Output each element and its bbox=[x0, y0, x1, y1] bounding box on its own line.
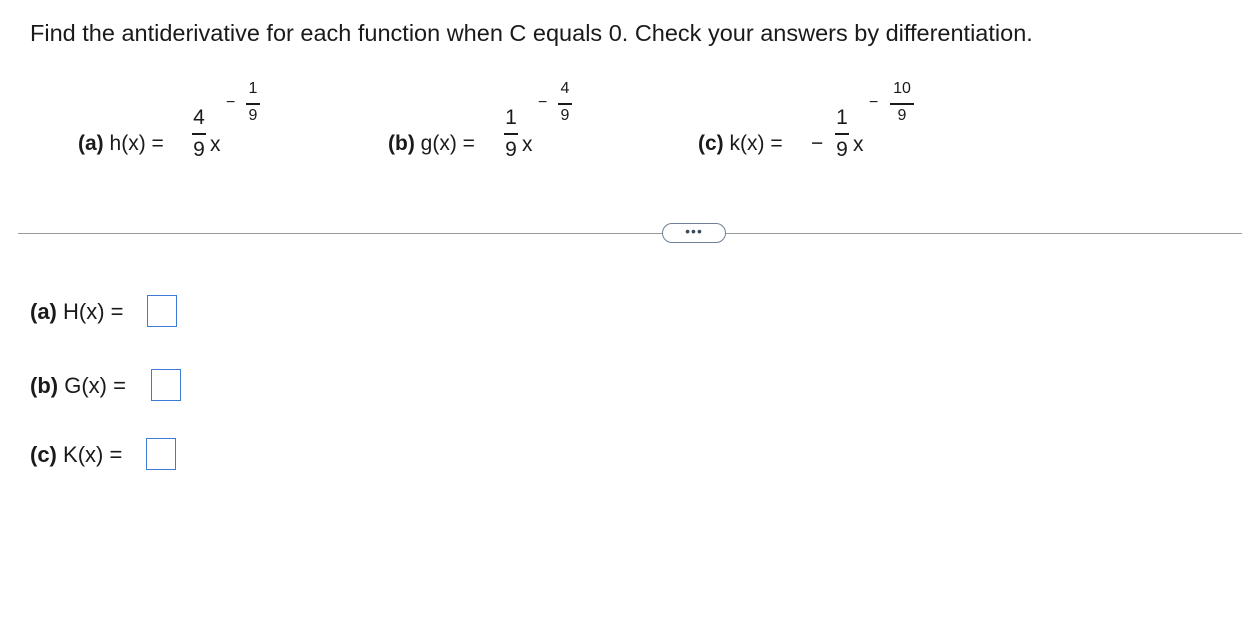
exponent-numerator: 4 bbox=[560, 80, 570, 97]
coefficient-denominator: 9 bbox=[505, 138, 517, 161]
exponent-numerator: 10 bbox=[893, 80, 911, 97]
problem-a-coefficient bbox=[192, 106, 206, 176]
exponent-sign: − bbox=[869, 94, 879, 111]
problem-c bbox=[698, 80, 928, 180]
fraction-bar bbox=[504, 133, 518, 135]
answer-row-a bbox=[30, 299, 124, 325]
problem-c-label: (c) k(x) = bbox=[698, 132, 783, 155]
variable-x: x bbox=[210, 133, 221, 156]
coefficient-sign: − bbox=[811, 132, 824, 155]
variable-x: x bbox=[853, 133, 864, 156]
answer-input-a[interactable] bbox=[147, 295, 177, 327]
problem-a bbox=[78, 80, 278, 180]
coefficient-denominator: 9 bbox=[836, 138, 848, 161]
variable-x: x bbox=[522, 133, 533, 156]
instructions-text: Find the antiderivative for each function when C equals 0. Check your answers by differentiation. bbox=[30, 20, 1033, 46]
problem-a-label: (a) h(x) = bbox=[78, 132, 164, 155]
coefficient-numerator: 4 bbox=[193, 106, 205, 129]
problem-b-exponent bbox=[558, 80, 572, 130]
answer-part-label: (b) bbox=[30, 373, 59, 398]
problem-b bbox=[388, 80, 588, 180]
answer-input-b[interactable] bbox=[151, 369, 181, 401]
fraction-bar bbox=[835, 133, 849, 135]
answer-row-b bbox=[30, 373, 126, 399]
problem-a-exponent bbox=[246, 80, 260, 130]
fraction-bar bbox=[890, 103, 914, 105]
answer-input-c[interactable] bbox=[146, 438, 176, 470]
problem-c-exponent bbox=[890, 80, 914, 130]
answer-function-label: H(x) = bbox=[63, 299, 124, 324]
exponent-numerator: 1 bbox=[248, 80, 258, 97]
problem-c-coefficient bbox=[835, 106, 849, 176]
problem-b-coefficient bbox=[504, 106, 518, 176]
section-divider bbox=[18, 233, 1242, 234]
fraction-bar bbox=[246, 103, 260, 105]
fraction-bar bbox=[558, 103, 572, 105]
exponent-denominator: 9 bbox=[897, 107, 907, 124]
coefficient-numerator: 1 bbox=[836, 106, 848, 129]
expand-more-button[interactable]: ••• bbox=[662, 223, 726, 243]
fraction-bar bbox=[192, 133, 206, 135]
exponent-denominator: 9 bbox=[560, 107, 570, 124]
exponent-sign: − bbox=[226, 94, 236, 111]
answer-part-label: (a) bbox=[30, 299, 57, 324]
exponent-sign: − bbox=[538, 94, 548, 111]
exponent-denominator: 9 bbox=[248, 107, 258, 124]
answer-function-label: G(x) = bbox=[64, 373, 126, 398]
answer-part-label: (c) bbox=[30, 442, 57, 467]
problem-b-label: (b) g(x) = bbox=[388, 132, 475, 155]
answer-row-c bbox=[30, 442, 122, 468]
coefficient-denominator: 9 bbox=[193, 138, 205, 161]
coefficient-numerator: 1 bbox=[505, 106, 517, 129]
answer-function-label: K(x) = bbox=[63, 442, 123, 467]
